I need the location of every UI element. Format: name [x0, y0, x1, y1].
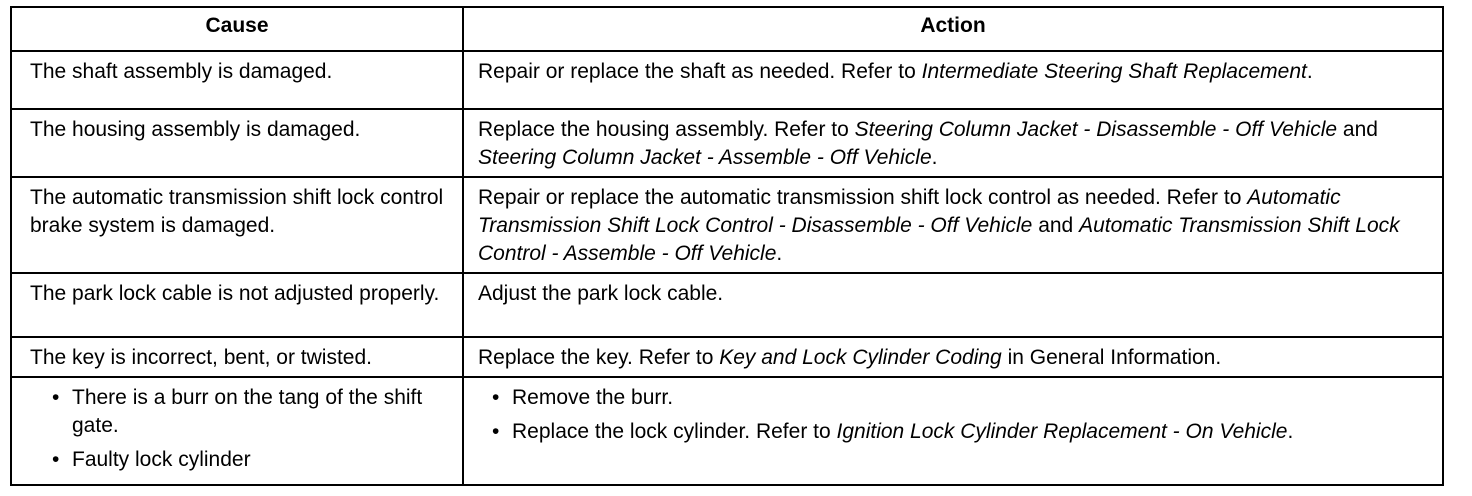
bullet-item: • Replace the lock cylinder. Refer to Ignition Lock Cylinder Replacement - On Vehicle.	[488, 418, 1434, 446]
cause-cell: The shaft assembly is damaged.	[11, 51, 463, 109]
table-row	[11, 377, 1443, 485]
cause-cell: The housing assembly is damaged.	[11, 109, 463, 177]
action-cell: Replace the housing assembly. Refer to Steering Column Jacket - Disassemble - Off Vehicle and Steering Column Jacket - Assemble - Off Vehicle.	[463, 109, 1443, 177]
diagnostic-table	[10, 6, 1444, 486]
action-cell: Replace the key. Refer to Key and Lock Cylinder Coding in General Information.	[463, 337, 1443, 377]
cause-header: Cause	[11, 7, 463, 51]
cause-bullet-list	[48, 384, 454, 474]
action-cell	[463, 377, 1443, 485]
cause-cell	[11, 377, 463, 485]
procedure-reference: Ignition Lock Cylinder Replacement - On Vehicle	[836, 420, 1288, 443]
bullet-item: • Remove the burr.	[488, 384, 1434, 412]
cause-cell: The park lock cable is not adjusted properly.	[11, 273, 463, 337]
procedure-reference: Steering Column Jacket - Assemble - Off Vehicle	[478, 146, 932, 169]
table-row	[11, 177, 1443, 273]
cause-cell: The key is incorrect, bent, or twisted.	[11, 337, 463, 377]
action-cell: Adjust the park lock cable.	[463, 273, 1443, 337]
cause-cell: The automatic transmission shift lock control brake system is damaged.	[11, 177, 463, 273]
procedure-reference: Steering Column Jacket - Disassemble - Off Vehicle	[854, 118, 1338, 141]
table-row	[11, 273, 1443, 337]
action-cell: Repair or replace the automatic transmission shift lock control as needed. Refer to Automatic Transmission Shift Lock Control - Disassemble - Off Vehicle and Automatic Transmission Shift Lock Control - Assemble - Off Vehicle.	[463, 177, 1443, 273]
action-cell: Repair or replace the shaft as needed. Refer to Intermediate Steering Shaft Replacement.	[463, 51, 1443, 109]
bullet-item: • There is a burr on the tang of the shift gate.	[48, 384, 454, 440]
table-row	[11, 109, 1443, 177]
table-row	[11, 337, 1443, 377]
header-row	[11, 7, 1443, 51]
bullet-item: • Faulty lock cylinder	[48, 446, 454, 474]
procedure-reference: Intermediate Steering Shaft Replacement	[921, 60, 1307, 83]
procedure-reference: Automatic Transmission Shift Lock Control - Disassemble - Off Vehicle	[478, 186, 1341, 237]
action-header: Action	[463, 7, 1443, 51]
action-bullet-list	[488, 384, 1434, 446]
procedure-reference: Automatic Transmission Shift Lock Control - Assemble - Off Vehicle	[478, 214, 1400, 265]
table-row	[11, 51, 1443, 109]
procedure-reference: Key and Lock Cylinder Coding	[719, 346, 1002, 369]
